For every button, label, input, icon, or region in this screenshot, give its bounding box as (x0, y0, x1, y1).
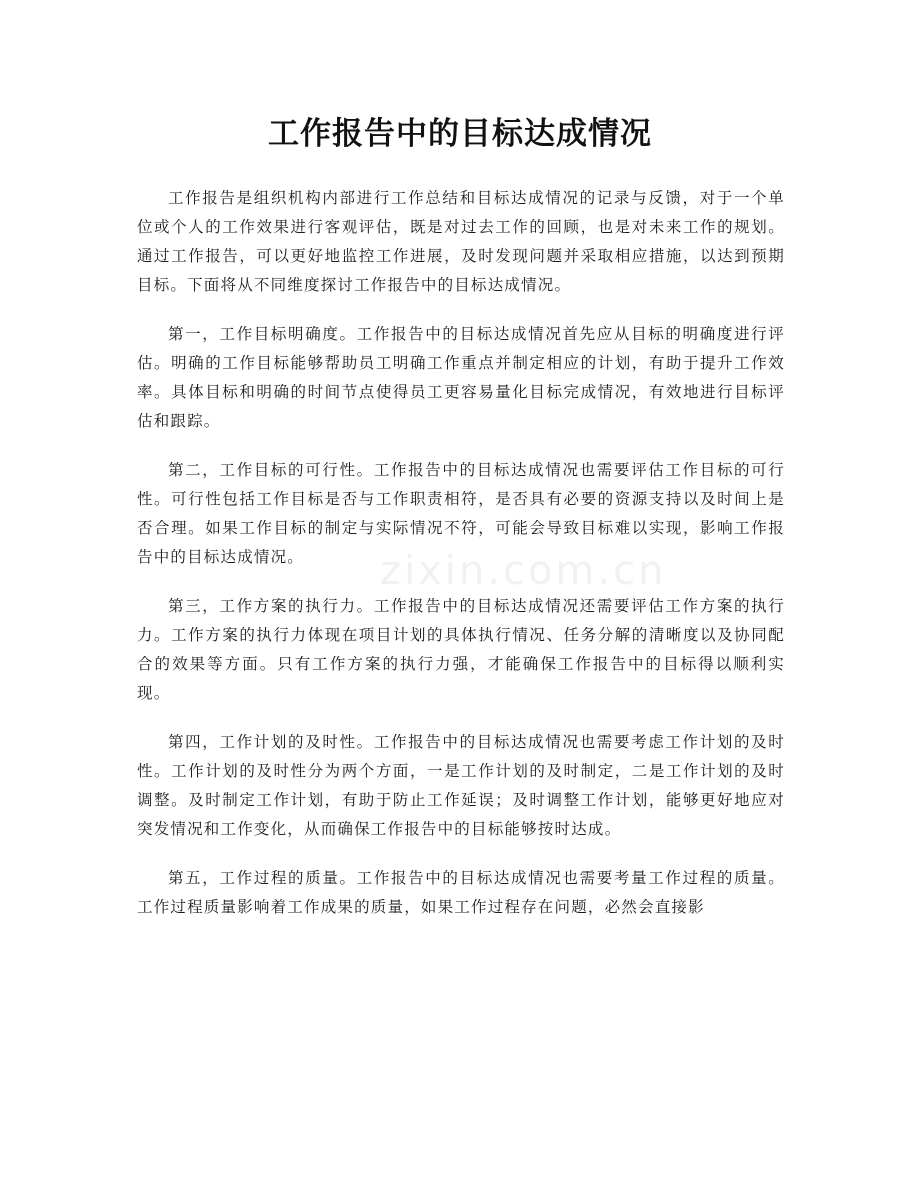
paragraph-fourth: 第四，工作计划的及时性。工作报告中的目标达成情况也需要考虑工作计划的及时性。工作计划的及时性分为两个方面，一是工作计划的及时制定，二是工作计划的及时调整。及时制定工作计划，有助于防止工作延误；及时调整工作计划，能够更好地应对突发情况和工作变化，从而确保工作报告中的目标能够按时达成。 (137, 733, 785, 838)
document-title: 工作报告中的目标达成情况 (268, 116, 652, 152)
document-body (137, 184, 785, 942)
paragraph-fifth: 第五，工作过程的质量。工作报告中的目标达成情况也需要考量工作过程的质量。工作过程质量影响着工作成果的质量，如果工作过程存在问题，必然会直接影 (137, 869, 785, 916)
paragraph-third: 第三，工作方案的执行力。工作报告中的目标达成情况还需要评估工作方案的执行力。工作方案的执行力体现在项目计划的具体执行情况、任务分解的清晰度以及协同配合的效果等方面。只有工作方案的执行力强，才能确保工作报告中的目标得以顺利实现。 (137, 597, 785, 702)
paragraph-first: 第一，工作目标明确度。工作报告中的目标达成情况首先应从目标的明确度进行评估。明确的工作目标能够帮助员工明确工作重点并制定相应的计划，有助于提升工作效率。具体目标和明确的时间节点使得员工更容易量化目标完成情况，有效地进行目标评估和跟踪。 (137, 325, 785, 430)
paragraph-second: 第二，工作目标的可行性。工作报告中的目标达成情况也需要评估工作目标的可行性。可行性包括工作目标是否与工作职责相符，是否具有必要的资源支持以及时间上是否合理。如果工作目标的制定与实际情况不符，可能会导致目标难以实现，影响工作报告中的目标达成情况。 (137, 461, 785, 566)
watermark: zixin.com.cn (380, 548, 667, 594)
paragraph-intro: 工作报告是组织机构内部进行工作总结和目标达成情况的记录与反馈，对于一个单位或个人的工作效果进行客观评估，既是对过去工作的回顾，也是对未来工作的规划。通过工作报告，可以更好地监控工作进展，及时发现问题并采取相应措施，以达到预期目标。下面将从不同维度探讨工作报告中的目标达成情况。 (137, 189, 785, 294)
